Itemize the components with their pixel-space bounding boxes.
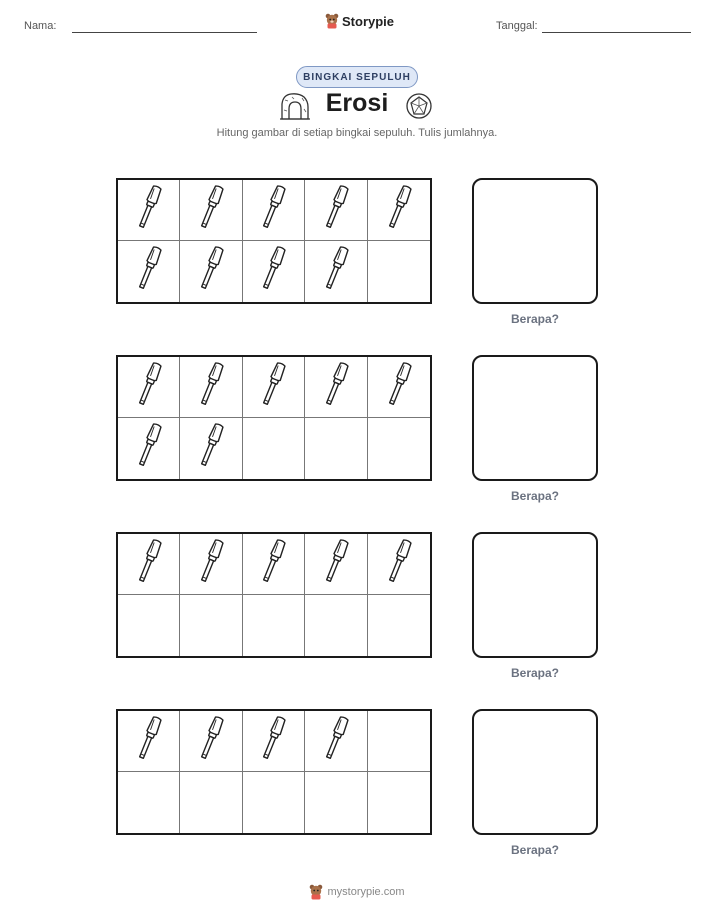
- chisel-icon: [132, 421, 166, 476]
- frame-cell: [305, 241, 367, 302]
- ten-frame: [116, 532, 432, 658]
- answer-box[interactable]: [472, 709, 598, 835]
- chisel-icon: [382, 537, 416, 592]
- chisel-icon: [319, 537, 353, 592]
- chisel-icon: [382, 360, 416, 415]
- brand-logo: [325, 13, 394, 29]
- page-title: Erosi: [325, 89, 389, 117]
- how-many-label: Berapa?: [510, 666, 560, 680]
- frame-cell: [368, 595, 430, 656]
- frame-cell: [305, 180, 367, 241]
- chisel-icon: [132, 714, 166, 769]
- answer-box[interactable]: [472, 355, 598, 481]
- frame-cell: [305, 534, 367, 595]
- chisel-icon: [319, 244, 353, 299]
- chisel-icon: [194, 244, 228, 299]
- chisel-icon: [319, 183, 353, 238]
- worksheet-type-badge: BINGKAI SEPULUH: [296, 66, 418, 88]
- chisel-icon: [256, 537, 290, 592]
- frame-cell: [243, 534, 305, 595]
- bear-mascot-icon: [309, 884, 323, 900]
- frame-cell: [118, 241, 180, 302]
- frame-cell: [368, 534, 430, 595]
- frame-cell: [180, 180, 242, 241]
- name-label: Nama:: [24, 20, 57, 32]
- frame-cell: [368, 241, 430, 302]
- frame-cell: [243, 772, 305, 833]
- chisel-icon: [194, 537, 228, 592]
- ten-frame: [116, 178, 432, 304]
- chisel-icon: [256, 244, 290, 299]
- frame-cell: [180, 534, 242, 595]
- chisel-icon: [132, 183, 166, 238]
- how-many-label: Berapa?: [510, 489, 560, 503]
- how-many-label: Berapa?: [510, 312, 560, 326]
- frame-cell: [118, 418, 180, 479]
- frame-cell: [305, 595, 367, 656]
- chisel-icon: [382, 183, 416, 238]
- chisel-icon: [319, 714, 353, 769]
- brand-name: Storypie: [342, 13, 395, 29]
- frame-cell: [118, 711, 180, 772]
- frame-cell: [243, 711, 305, 772]
- date-label: Tanggal:: [496, 20, 538, 32]
- chisel-icon: [256, 183, 290, 238]
- frame-cell: [368, 418, 430, 479]
- chisel-icon: [319, 360, 353, 415]
- frame-cell: [368, 180, 430, 241]
- chisel-icon: [194, 421, 228, 476]
- chisel-icon: [132, 537, 166, 592]
- footer-url: mystorypie.com: [327, 886, 405, 898]
- chisel-icon: [256, 714, 290, 769]
- answer-box[interactable]: [472, 532, 598, 658]
- ten-frame: [116, 709, 432, 835]
- answer-box[interactable]: [472, 178, 598, 304]
- frame-cell: [180, 357, 242, 418]
- frame-cell: [118, 180, 180, 241]
- frame-cell: [180, 241, 242, 302]
- chisel-icon: [132, 244, 166, 299]
- frame-cell: [305, 418, 367, 479]
- frame-cell: [305, 711, 367, 772]
- name-field[interactable]: [72, 32, 257, 33]
- frame-cell: [243, 595, 305, 656]
- chisel-icon: [194, 183, 228, 238]
- frame-cell: [305, 772, 367, 833]
- chisel-icon: [194, 714, 228, 769]
- frame-cell: [305, 357, 367, 418]
- frame-cell: [243, 180, 305, 241]
- chisel-icon: [132, 360, 166, 415]
- frame-cell: [368, 357, 430, 418]
- frame-cell: [243, 418, 305, 479]
- chisel-icon: [256, 360, 290, 415]
- footer: [0, 884, 714, 900]
- bear-mascot-icon: [325, 13, 339, 29]
- gem-stone-icon: [405, 92, 433, 120]
- how-many-label: Berapa?: [510, 843, 560, 857]
- frame-cell: [118, 595, 180, 656]
- frame-cell: [368, 772, 430, 833]
- date-field[interactable]: [542, 32, 691, 33]
- ten-frame: [116, 355, 432, 481]
- instructions: Hitung gambar di setiap bingkai sepuluh. Tulis jumlahnya.: [216, 127, 498, 139]
- frame-cell: [243, 241, 305, 302]
- frame-cell: [180, 418, 242, 479]
- frame-cell: [118, 772, 180, 833]
- chisel-icon: [194, 360, 228, 415]
- frame-cell: [368, 711, 430, 772]
- frame-cell: [180, 595, 242, 656]
- frame-cell: [180, 711, 242, 772]
- frame-cell: [243, 357, 305, 418]
- frame-cell: [180, 772, 242, 833]
- frame-cell: [118, 357, 180, 418]
- frame-cell: [118, 534, 180, 595]
